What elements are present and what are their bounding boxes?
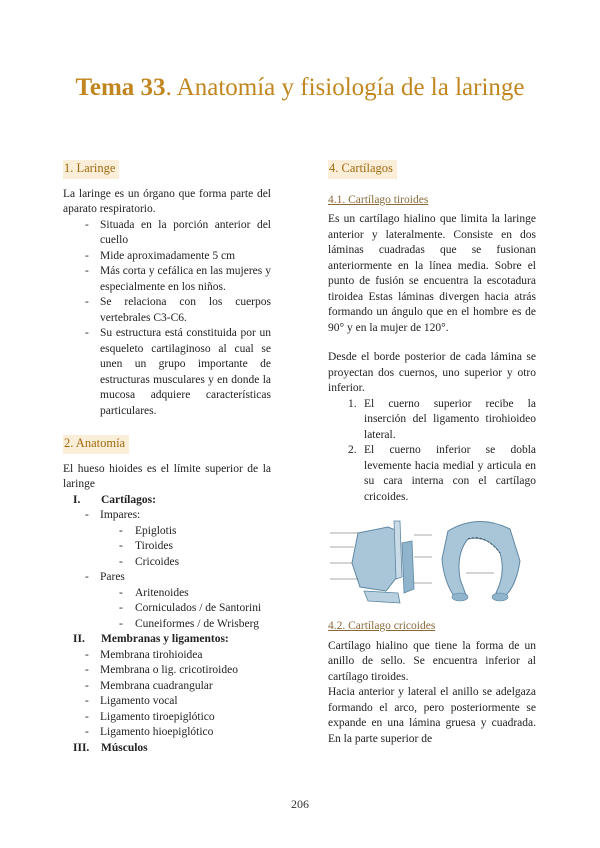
list-item: - Se relaciona con los cuerpos vertebrales C3-C6. <box>63 295 271 326</box>
cartilage-illustrations <box>328 513 536 609</box>
roman-label: Músculos <box>101 741 148 754</box>
item-text: El cuerno inferior se dobla levemente hacia medial y articula en su cara interna con el cartílago cricoides. <box>364 444 536 503</box>
list-item: - Ligamento hioepiglótico <box>63 725 271 741</box>
roman-item-cartilagos <box>63 493 271 509</box>
impares-list <box>63 524 271 571</box>
roman-numeral: III. <box>73 741 90 754</box>
laringe-list <box>63 218 271 420</box>
list-item: - Membrana o lig. cricotiroideo <box>63 663 271 679</box>
list-item: - Cuneiformes / de Wrisberg <box>63 617 271 633</box>
list-item: - Corniculados / de Santorini <box>63 601 271 617</box>
title-bold: Tema 33 <box>75 74 166 101</box>
list-item: - Mide aproximadamente 5 cm <box>63 249 271 265</box>
list-item: - Ligamento tiroepiglótico <box>63 710 271 726</box>
item-text: El cuerno superior recibe la inserción del ligamento tirohioideo lateral. <box>364 397 536 441</box>
list-item: - Situada en la porción anterior del cuello <box>63 218 271 249</box>
roman-numeral: I. <box>73 493 81 506</box>
pares-group <box>63 570 271 586</box>
list-item: - Su estructura está constituida por un esqueleto cartilaginoso al cual se unen un grupo importante de estructuras musculares y en donde la mucosa adquiere características particulares. <box>63 326 271 419</box>
tiroides-paragraph: Es un cartílago hialino que limita la laringe anterior y lateralmente. Consiste en dos láminas cuadradas que se fusionan anteriormente en la línea media. Sobre el punto de fusión se encuentra la escotadura tiroidea Estas láminas divergen hacia atrás formando un ángulo que en el hombre es de 90° y en la mujer de 120°. <box>328 213 536 334</box>
thyroid-cricoid-illustration <box>328 513 538 609</box>
list-item: - Membrana tirohioidea <box>63 648 271 664</box>
left-column <box>63 160 271 756</box>
thyroid-cartilage-figure <box>330 521 432 603</box>
list-item <box>328 397 536 444</box>
item-number: 1. <box>348 397 357 410</box>
list-item: - Más corta y cefálica en las mujeres y especialmente en los niños. <box>63 264 271 295</box>
list-item: - Aritenoides <box>63 586 271 602</box>
list-item: - Tiroides <box>63 539 271 555</box>
list-item: - Epiglotis <box>63 524 271 540</box>
item-number: 2. <box>348 444 357 456</box>
list-item: - Membrana cuadrangular <box>63 679 271 695</box>
section-heading-anatomia: 2. Anatomía <box>63 435 129 454</box>
section-heading-cartilagos: 4. Cartílagos <box>328 160 397 179</box>
roman-item-membranas <box>63 632 271 648</box>
list-item <box>328 443 536 505</box>
subheading-cricoides: 4.2. Cartílago cricoides <box>328 620 436 632</box>
right-column <box>328 160 536 747</box>
section-heading-laringe: 1. Laringe <box>63 160 119 179</box>
cuernos-paragraph: Desde el borde posterior de cada lámina se proyectan dos cuernos, uno superior y otro inferior. <box>328 351 536 394</box>
membranas-list <box>63 648 271 741</box>
impares-label: - Impares: <box>63 508 271 524</box>
cricoid-cartilage-figure <box>442 521 520 601</box>
page-title <box>60 72 540 104</box>
list-item: - Ligamento vocal <box>63 694 271 710</box>
roman-numeral: II. <box>73 633 85 645</box>
laringe-intro: La laringe es un órgano que forma parte del aparato respiratorio. <box>63 187 271 215</box>
pares-list <box>63 586 271 633</box>
title-rest: . Anatomía y fisiología de la laringe <box>165 74 525 101</box>
roman-item-musculos <box>63 741 271 757</box>
page-number: 206 <box>291 797 309 811</box>
list-item: - Cricoides <box>63 555 271 571</box>
roman-label: Membranas y ligamentos: <box>101 633 229 645</box>
anatomia-intro: El hueso hioides es el límite superior de la laringe <box>63 462 271 490</box>
subheading-tiroides: 4.1. Cartílago tiroides <box>328 193 429 206</box>
pares-label: - Pares <box>63 570 271 586</box>
cricoides-paragraph-1: Cartílago hialino que tiene la forma de un anillo de sello. Se encuentra inferior al cartílago tiroides. <box>328 639 536 683</box>
roman-label: Cartílagos: <box>101 493 156 506</box>
impares-group <box>63 508 271 524</box>
cuernos-list <box>328 397 536 506</box>
cricoides-paragraph-2: Hacia anterior y lateral el anillo se adelgaza formando el arco, pero posteriormente se expande en una lámina gruesa y cuadrada. En la parte superior de <box>328 686 536 745</box>
